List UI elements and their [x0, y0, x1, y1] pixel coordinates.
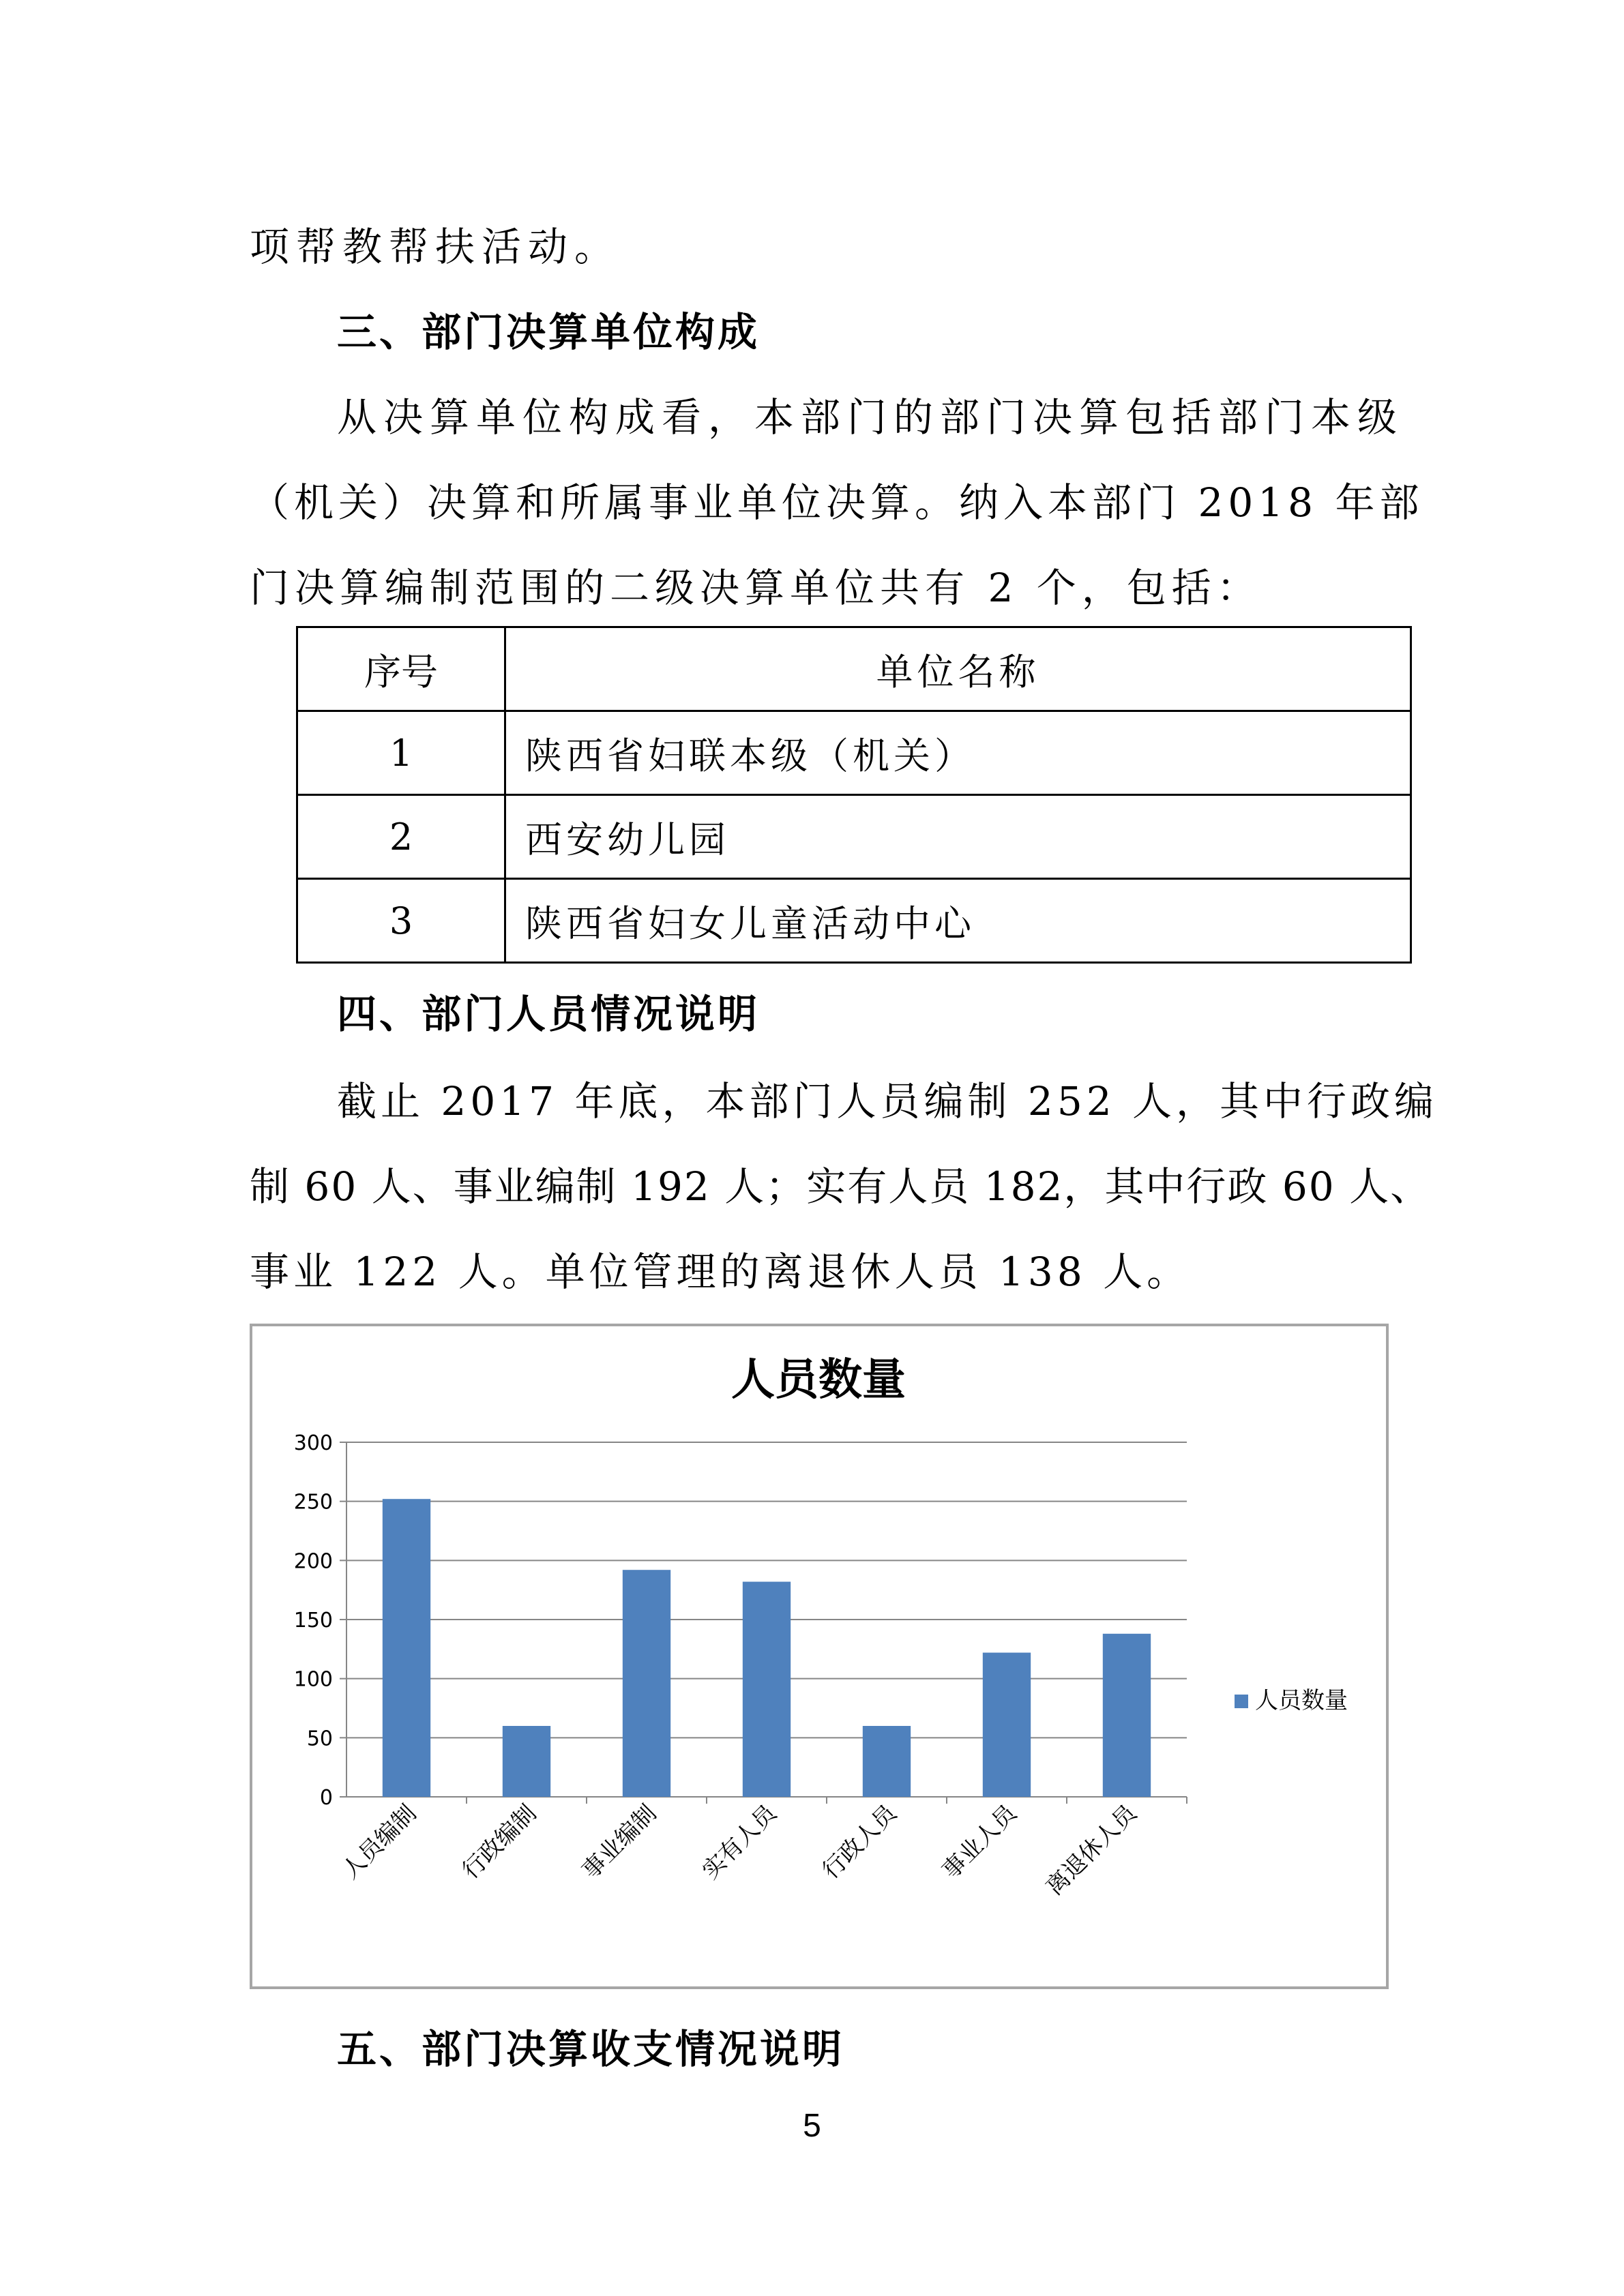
legend-label: 人员数量	[1255, 1687, 1348, 1714]
units-table	[296, 626, 1412, 964]
section-heading-4: 四、部门人员情况说明	[337, 991, 761, 1037]
y-tick-label: 100	[293, 1667, 333, 1692]
bar	[743, 1582, 791, 1797]
y-tick-labels	[294, 1431, 333, 1810]
table-cell-index: 3	[297, 879, 505, 963]
paragraph-line: 事业 122 人。单位管理的离退休人员 138 人。	[250, 1249, 1191, 1295]
paragraph-line: （机关）决算和所属事业单位决算。纳入本部门 2018 年部	[250, 479, 1424, 526]
bar	[623, 1570, 670, 1797]
x-tick-label: 行政编制	[456, 1800, 542, 1885]
section-heading-3: 三、部门决算单位构成	[337, 309, 761, 355]
paragraph-line: 项帮教帮扶活动。	[250, 224, 621, 270]
chart-bars	[383, 1499, 1151, 1797]
y-tick-label: 50	[306, 1727, 333, 1751]
chart-container	[250, 1324, 1389, 1989]
bar	[863, 1726, 911, 1797]
paragraph-line: 截止 2017 年底，本部门人员编制 252 人，其中行政编	[337, 1078, 1438, 1124]
paragraph-line: 制 60 人、事业编制 192 人；实有人员 182，其中行政 60 人、	[250, 1163, 1432, 1210]
table-cell-index: 1	[297, 711, 505, 795]
bar-chart	[252, 1326, 1386, 1986]
bar	[983, 1653, 1031, 1797]
y-tick-label: 150	[293, 1609, 333, 1632]
chart-legend	[1235, 1687, 1348, 1714]
table-row	[297, 711, 1411, 795]
x-tick-label: 人员编制	[336, 1800, 422, 1885]
table-header-cell: 序号	[297, 627, 505, 711]
section-heading-5: 五、部门决算收支情况说明	[337, 2026, 845, 2072]
y-tick-label: 300	[293, 1431, 333, 1455]
table-cell-index: 2	[297, 795, 505, 879]
table-cell-unit: 陕西省妇联本级（机关）	[505, 711, 1411, 795]
page-number: 5	[803, 2108, 821, 2144]
x-tick-label: 事业人员	[936, 1800, 1022, 1885]
bar	[503, 1726, 550, 1797]
y-tick-label: 200	[293, 1549, 333, 1574]
table-cell-unit: 西安幼儿园	[505, 795, 1411, 879]
x-tick-label: 行政人员	[816, 1800, 902, 1885]
table-cell-unit: 陕西省妇女儿童活动中心	[505, 879, 1411, 963]
x-tick-labels	[337, 1798, 1144, 1901]
y-tick-label: 0	[319, 1786, 333, 1810]
x-tick-label: 事业编制	[576, 1800, 662, 1885]
y-tick-label: 250	[293, 1490, 333, 1515]
x-tick-label: 离退休人员	[1040, 1800, 1142, 1901]
table-row	[297, 879, 1411, 963]
paragraph-line: 从决算单位构成看，本部门的部门决算包括部门本级	[337, 394, 1404, 441]
x-tick-label: 实有人员	[696, 1800, 782, 1885]
legend-swatch	[1235, 1695, 1248, 1708]
bar	[1103, 1634, 1151, 1797]
table-header-cell: 单位名称	[505, 627, 1411, 711]
table-row	[297, 795, 1411, 879]
chart-title: 人员数量	[731, 1355, 906, 1405]
paragraph-line: 门决算编制范围的二级决算单位共有 2 个，包括：	[250, 565, 1262, 611]
bar	[383, 1499, 430, 1797]
table-header-row	[297, 627, 1411, 711]
